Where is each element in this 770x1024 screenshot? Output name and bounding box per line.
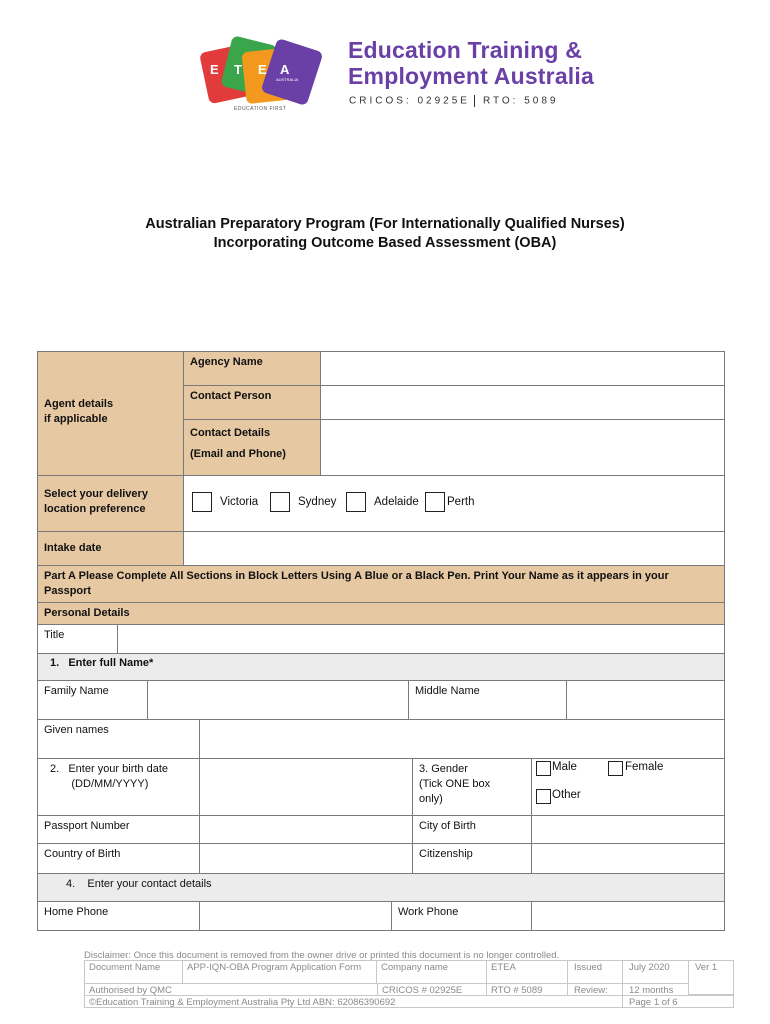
intake-date-input[interactable]	[183, 531, 725, 566]
city-of-birth-label: City of Birth	[412, 815, 532, 844]
home-phone-input[interactable]	[199, 901, 392, 931]
contact-details-title: Contact Details	[190, 427, 271, 439]
logo-letter-e2: E	[258, 62, 267, 77]
footer-copyright: ©Education Training & Employment Australia Pty Ltd ABN: 62086390692	[84, 995, 623, 1008]
agent-section-label: Agent details if applicable	[37, 351, 184, 476]
middle-name-input[interactable]	[566, 680, 725, 720]
victoria-option-label: Victoria	[220, 496, 259, 508]
perth-checkbox[interactable]	[425, 492, 445, 512]
citizenship-input[interactable]	[531, 843, 725, 874]
footer-company-label: Company name	[376, 960, 487, 984]
footer-authorised: Authorised by QMC	[84, 983, 378, 996]
family-name-label: Family Name	[37, 680, 148, 720]
part-a-heading: Part A Please Complete All Sections in Block Letters Using A Blue or a Black Pen. Print Your Name as it appears in your Passport	[37, 565, 725, 603]
other-checkbox[interactable]	[536, 789, 551, 804]
given-names-input[interactable]	[199, 719, 725, 759]
perth-option-label: Perth	[447, 496, 475, 508]
contact-details-input[interactable]	[320, 419, 725, 476]
brand-rto: RTO: 5089	[482, 95, 559, 107]
footer-version: Ver 1	[688, 960, 734, 995]
delivery-location-label: Select your delivery location preference	[37, 475, 184, 532]
gender-label: 3. Gender (Tick ONE box only)	[412, 758, 532, 816]
footer-review-label: Review:	[567, 983, 623, 996]
citizenship-label: Citizenship	[412, 843, 532, 874]
title-label: Title	[37, 624, 118, 654]
brand-cricos: CRICOS: 02925E	[349, 95, 470, 107]
footer-review-value: 12 months	[622, 983, 689, 996]
city-of-birth-input[interactable]	[531, 815, 725, 844]
middle-name-label: Middle Name	[408, 680, 567, 720]
etea-logo	[198, 34, 328, 116]
female-checkbox[interactable]	[608, 761, 623, 776]
birth-date-label: 2. Enter your birth date (DD/MM/YYYY)	[37, 758, 200, 816]
passport-number-label: Passport Number	[37, 815, 200, 844]
brand-separator	[474, 95, 475, 107]
country-of-birth-label: Country of Birth	[37, 843, 200, 874]
male-checkbox[interactable]	[536, 761, 551, 776]
sydney-option-label: Sydney	[298, 496, 337, 508]
personal-details-heading: Personal Details	[37, 602, 725, 625]
agency-name-input[interactable]	[320, 351, 725, 386]
logo-small-text: AUSTRALIA	[276, 77, 299, 82]
footer-disclaimer: Disclaimer: Once this document is removed from the owner drive or printed this document is no longer controlled.	[84, 950, 560, 961]
footer-rto: RTO # 5089	[486, 983, 568, 996]
brand-name-line2: Employment Australia	[348, 63, 594, 89]
work-phone-label: Work Phone	[391, 901, 532, 931]
intake-date-label: Intake date	[37, 531, 184, 566]
contact-person-input[interactable]	[320, 385, 725, 420]
document-title-line2: Incorporating Outcome Based Assessment (OBA)	[213, 235, 557, 251]
brand-tagline: EDUCATION FIRST	[234, 106, 287, 112]
male-option-label: Male	[552, 761, 577, 773]
home-phone-label: Home Phone	[37, 901, 200, 931]
footer-doc-name-label: Document Name	[84, 960, 183, 984]
adelaide-checkbox[interactable]	[346, 492, 366, 512]
title-input[interactable]	[117, 624, 725, 654]
footer-page-number: Page 1 of 6	[622, 995, 734, 1008]
given-names-label: Given names	[37, 719, 200, 759]
brand-name-line1: Education Training &	[348, 37, 583, 63]
other-option-label: Other	[552, 789, 581, 801]
birth-date-input[interactable]	[199, 758, 413, 816]
logo-letter-t: T	[234, 62, 242, 77]
footer-cricos: CRICOS # 02925E	[377, 983, 487, 996]
passport-number-input[interactable]	[199, 815, 413, 844]
country-of-birth-input[interactable]	[199, 843, 413, 874]
agency-name-label: Agency Name	[183, 351, 321, 386]
contact-details-heading: 4. Enter your contact details	[37, 873, 725, 902]
footer-issued-label: Issued	[567, 960, 623, 984]
adelaide-option-label: Adelaide	[374, 496, 419, 508]
female-option-label: Female	[625, 761, 664, 773]
footer-issued-value: July 2020	[622, 960, 689, 984]
victoria-checkbox[interactable]	[192, 492, 212, 512]
contact-details-label	[183, 419, 321, 476]
footer-company-value: ETEA	[486, 960, 568, 984]
contact-person-label: Contact Person	[183, 385, 321, 420]
full-name-heading: 1. Enter full Name*	[37, 653, 725, 681]
document-title-line1: Australian Preparatory Program (For Internationally Qualified Nurses)	[145, 216, 625, 232]
work-phone-input[interactable]	[531, 901, 725, 931]
brand-codes	[349, 95, 559, 107]
family-name-input[interactable]	[147, 680, 409, 720]
sydney-checkbox[interactable]	[270, 492, 290, 512]
logo-letter-a: A	[280, 62, 290, 77]
contact-details-sub: (Email and Phone)	[190, 448, 286, 460]
logo-letter-e1: E	[210, 62, 219, 77]
footer-doc-name-value: APP-IQN-OBA Program Application Form	[182, 960, 377, 984]
